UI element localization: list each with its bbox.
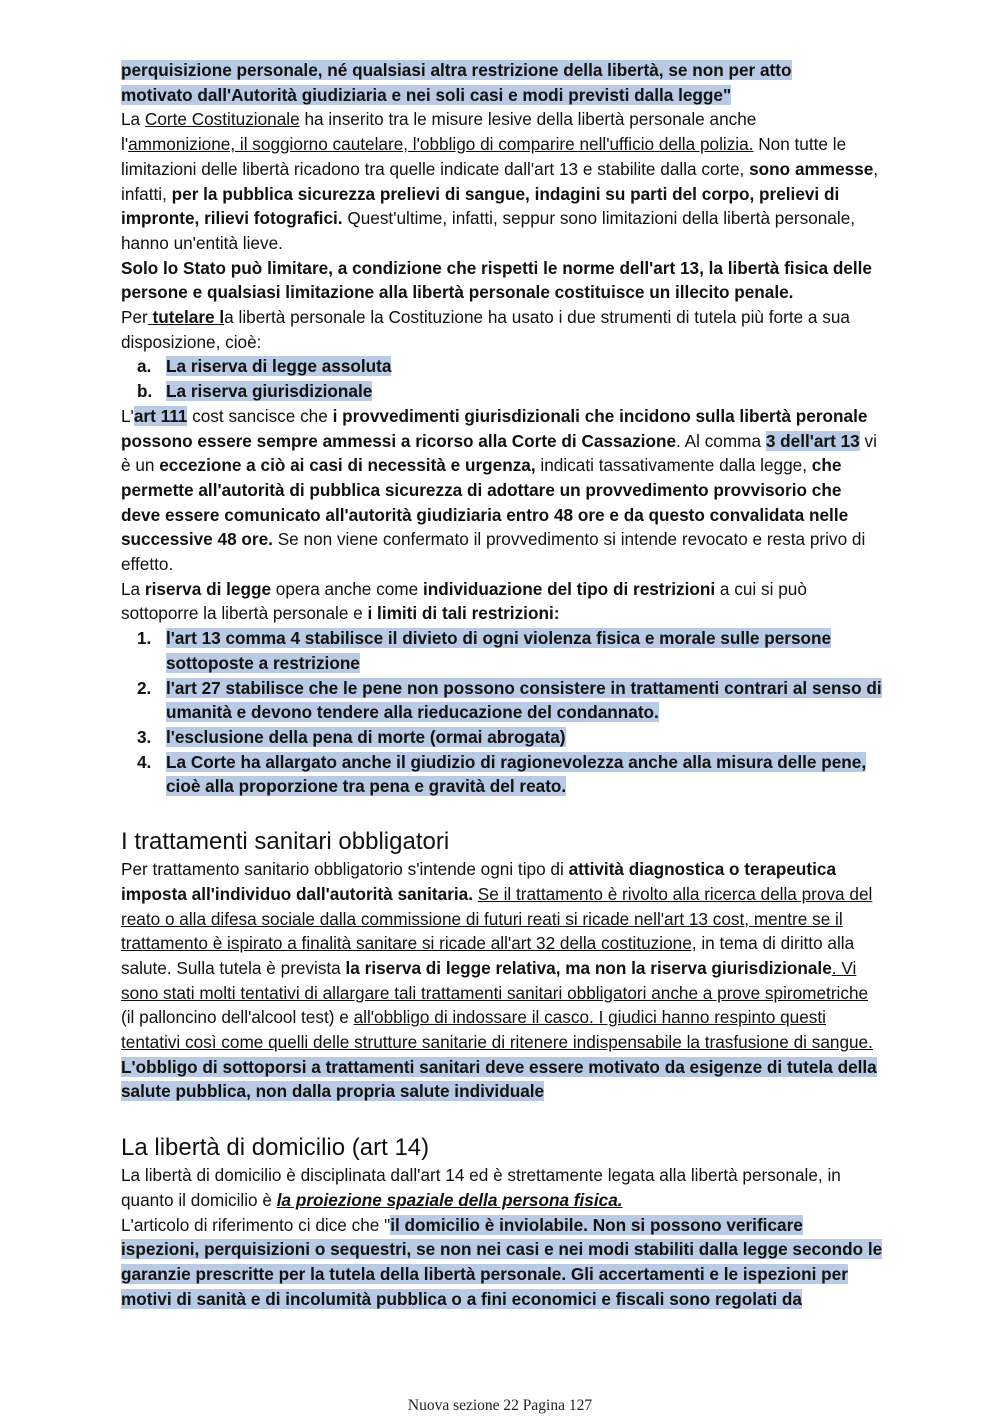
- text: indicati tassativamente dalla legge,: [535, 455, 812, 476]
- list-item: [121, 379, 883, 404]
- list-item-text: l'art 27 stabilisce che le pene non possono consistere in trattamenti contrari al senso di umanità e devono tendere alla rieducazione del condannato.: [166, 677, 882, 723]
- bold-text: la riserva di legge relativa, ma non la riserva giurisdizionale: [345, 957, 832, 978]
- quote-line-1: perquisizione personale, né qualsiasi altra restrizione della libertà, se non per atto: [121, 60, 792, 80]
- text: La: [121, 578, 145, 599]
- text: Per trattamento sanitario obbligatorio s'intende ogni tipo di: [121, 859, 569, 880]
- paragraph-obbligo: [121, 1055, 883, 1104]
- bold-text: eccezione a ciò ai casi di necessità e urgenza,: [159, 455, 536, 476]
- list-marker: a.: [137, 356, 152, 377]
- text: a libertà personale la Costituzione ha usato i due strumenti di tutela più forte a sua disposizione, cioè:: [121, 307, 850, 352]
- quote-ending: [121, 58, 883, 107]
- bold-text: individuazione del tipo di restrizioni: [422, 578, 716, 599]
- paragraph-solo-lo-stato: [121, 256, 883, 305]
- list-marker: 1.: [137, 628, 152, 649]
- document-page: [121, 58, 883, 1311]
- text: cost sancisce che: [187, 405, 333, 426]
- bold-text: Solo lo Stato può limitare, a condizione che rispetti le norme dell'art 13, la libertà fisica delle persone e qualsiasi limitazione alla libertà personale costituisce un illecito penale.: [121, 257, 872, 303]
- paragraph-domicilio: [121, 1163, 883, 1311]
- bold-text: i limiti di tali restrizioni:: [367, 603, 560, 624]
- text: Se non viene confermato il provvedimento si intende revocato e resta privo di effetto.: [121, 529, 866, 575]
- bold-text: che permette all'autorità di pubblica sicurezza di adottare un provvedimento provvisorio che deve essere comunicato all'autorità giudiziaria entro 48 ore e da questo convalidata nelle successive 48 ore.: [121, 455, 849, 550]
- text: l': [121, 134, 129, 155]
- list-item: [121, 725, 883, 750]
- list-item: [121, 676, 883, 725]
- highlight-text: art 111: [133, 405, 188, 426]
- alpha-list: [121, 354, 883, 403]
- heading-trattamenti-sanitari: I trattamenti sanitari obbligatori: [121, 828, 450, 856]
- list-item-text: La Corte ha allargato anche il giudizio di ragionevolezza anche alla misura delle pene, cioè alla proporzione tra pena e gravità del reato.: [166, 751, 867, 797]
- text: ha inserito tra le misure lesive della libertà personale anche: [299, 109, 757, 130]
- text: L': [121, 405, 134, 426]
- paragraph-trattamenti-sanitari: [121, 857, 883, 1055]
- bold-text: per la pubblica sicurezza prelievi di sangue, indagini su parti del corpo, prelievi di impronte, rilievi fotografici.: [121, 183, 840, 229]
- bold-text: attività diagnostica o terapeutica imposta all'individuo dall'autorità sanitaria.: [121, 859, 837, 904]
- text: (il palloncino dell'alcool test) e: [121, 1007, 354, 1028]
- text: Quest'ultime, infatti, seppur sono limitazioni della libertà personale, hanno un'entità lieve.: [121, 208, 856, 253]
- highlight-text: 3 dell'art 13: [765, 430, 860, 451]
- list-marker: 4.: [137, 751, 152, 772]
- list-item: [121, 354, 883, 379]
- numbered-list: [121, 626, 883, 799]
- highlight-text: il domicilio è inviolabile. Non si possono verificare ispezioni, perquisizioni o sequestri, se non nei casi e nei modi stabiliti dalla legge secondo le garanzie prescritte per la tutela della libertà personale. Gli accertamenti e le ispezioni per motivi di sanità e di incolumità pubblica o a fini economici e fiscali sono regolati da: [121, 1214, 883, 1309]
- text: L'articolo di riferimento ci dice che ": [121, 1214, 391, 1235]
- list-marker: b.: [137, 381, 153, 402]
- text: Per: [121, 307, 148, 328]
- underlined-bold-text: tutelare l: [147, 307, 225, 328]
- paragraph-corte-costituzionale: [121, 107, 883, 255]
- list-item: [121, 626, 883, 675]
- text: Non tutte le limitazioni delle libertà ricadono tra quelle indicate dall'art 13 e stabilite dalla corte,: [121, 134, 847, 179]
- list-item-text: La riserva di legge assoluta: [166, 356, 392, 377]
- text: in tema di diritto alla salute. Sulla tutela è prevista: [121, 933, 855, 978]
- quote-line-2: motivato dall'Autorità giudiziaria e nei soli casi e modi previsti dalla legge": [121, 84, 732, 105]
- paragraph-art-111: [121, 404, 883, 577]
- list-marker: 2.: [137, 677, 152, 698]
- list-item-text: La riserva giurisdizionale: [166, 381, 373, 402]
- text: vi è un: [121, 430, 877, 476]
- bold-italic-underlined-text: la proiezione spaziale della persona fisica.: [276, 1189, 623, 1210]
- list-item-text: l'esclusione della pena di morte (ormai abrogata): [166, 726, 566, 747]
- text: La: [121, 109, 145, 130]
- list-marker: 3.: [137, 726, 152, 747]
- text: . Al comma: [676, 430, 766, 451]
- page-footer: Nuova sezione 22 Pagina 127: [407, 1397, 593, 1414]
- paragraph-tutela: [121, 305, 883, 354]
- text: a cui si può sottoporre la libertà personale e: [121, 578, 807, 624]
- underlined-text: Se il trattamento è rivolto alla ricerca della prova del reato o alla difesa sociale dalla commissione di futuri reati si ricade nell'art 13 cost, mentre se il trattamento è ispirato a finalità sanitare si ricade all'art 32 della costituzione,: [121, 883, 873, 954]
- bold-text: sono ammesse: [749, 158, 874, 179]
- corte-costituzionale-link[interactable]: Corte Costituzionale: [144, 109, 300, 130]
- paragraph-riserva-di-legge: [121, 577, 883, 626]
- list-item: [121, 750, 883, 799]
- list-item-text: l'art 13 comma 4 stabilisce il divieto di ogni violenza fisica e morale sulle persone sottoposte a restrizione: [166, 628, 832, 673]
- highlight-text: L'obbligo di sottoporsi a trattamenti sanitari deve essere motivato da esigenze di tutela della salute pubblica, non dalla propria salute individuale: [121, 1056, 877, 1102]
- text: , infatti,: [121, 158, 879, 204]
- underlined-text: ammonizione, il soggiorno cautelare, l'obbligo di comparire nell'ufficio della polizia.: [128, 134, 754, 155]
- underlined-text: all'obbligo di indossare il casco. I giudici hanno respinto questi tentativi così come quelli delle strutture sanitarie di ritenere indispensabile la trasfusione di sangue.: [121, 1007, 873, 1053]
- underlined-text: . Vi sono stati molti tentativi di allargare tali trattamenti sanitari obbligatori anche a prove spirometriche: [121, 957, 869, 1003]
- text: opera anche come: [271, 578, 423, 599]
- bold-text: riserva di legge: [144, 578, 272, 599]
- heading-liberta-domicilio: La libertà di domicilio (art 14): [121, 1134, 430, 1162]
- bold-text: i provvedimenti giurisdizionali che incidono sulla libertà peronale possono essere sempre ammessi a ricorso alla Corte di Cassazione: [121, 405, 868, 451]
- text: La libertà di domicilio è disciplinata dall'art 14 ed è strettamente legata alla libertà personale, in quanto il domicilio è: [121, 1165, 841, 1210]
